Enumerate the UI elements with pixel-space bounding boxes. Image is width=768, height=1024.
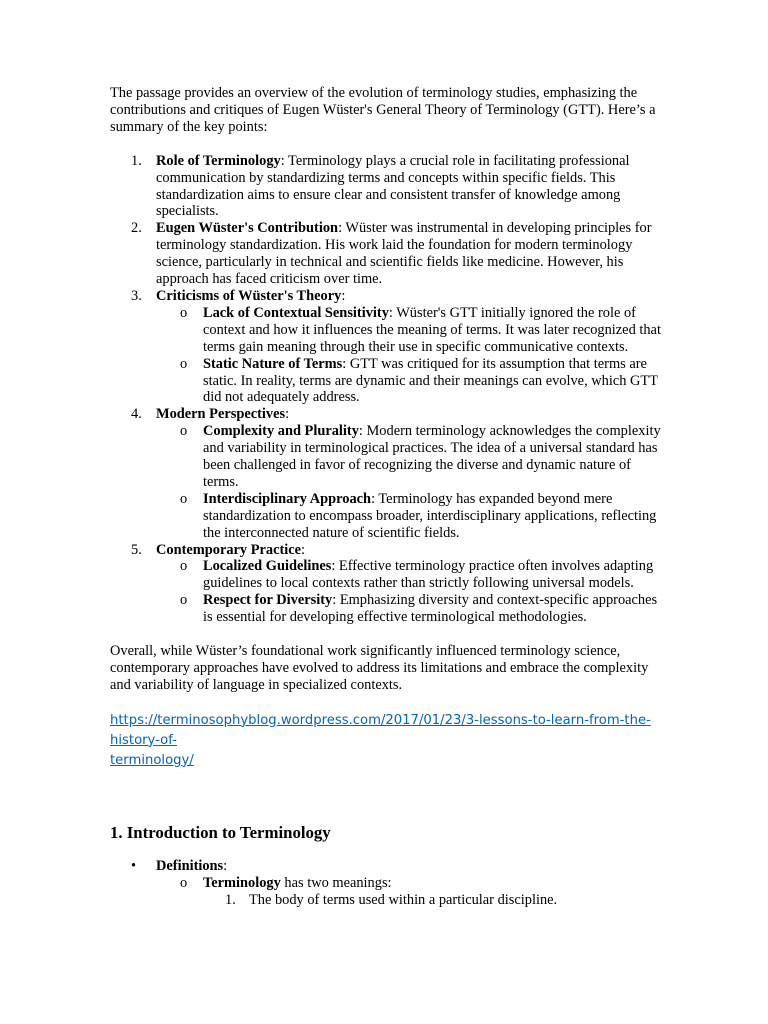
point-title: Contemporary Practice — [156, 541, 302, 558]
sub-list-item — [156, 491, 662, 542]
sub-point-text: : Effective terminology practice often involves adapting guidelines to local contexts rather than strictly following universal models. — [203, 558, 654, 592]
item-text: : — [223, 857, 228, 874]
point-title: Modern Perspectives — [156, 406, 286, 423]
point-text: : — [285, 406, 290, 423]
bullet-dot-icon: • — [131, 857, 137, 874]
sub-list — [156, 423, 662, 541]
key-points-list — [110, 153, 662, 626]
circle-bullet-icon: o — [180, 423, 188, 440]
circle-bullet-icon: o — [180, 355, 188, 372]
point-text: : — [301, 541, 306, 558]
document-page — [110, 85, 662, 909]
point-title: Eugen Wüster's Contribution — [156, 220, 339, 237]
circle-bullet-icon: o — [180, 558, 188, 575]
sub-list — [156, 875, 662, 909]
list-item — [110, 153, 662, 221]
definitions-list — [110, 858, 662, 909]
list-number: 5. — [131, 541, 142, 558]
point-title: Criticisms of Wüster's Theory — [156, 287, 342, 304]
sub-point-text: : Wüster's GTT initially ignored the role of context and how it influences the meaning of terms. It was later recognized that terms gain meaning through their use in specific communicative contexts. — [203, 304, 661, 355]
sub-list — [156, 558, 662, 626]
sub-item-title: Terminology — [203, 874, 281, 891]
point-text: : Wüster was instrumental in developing principles for terminology standardization. His work laid the foundation for modern terminology science, particularly in technical and scientific fields like medicine. However, his approach has faced criticism over time. — [156, 220, 652, 288]
list-number: 1. — [225, 891, 236, 908]
sub-list-item — [156, 356, 662, 407]
point-title: Role of Terminology — [156, 152, 281, 169]
link-line-1[interactable]: https://terminosophyblog.wordpress.com/2017/01/23/3-lessons-to-learn-from-the-history-of- — [110, 712, 651, 748]
sub-point-title: Static Nature of Terms — [203, 355, 343, 372]
sub-list-item — [156, 305, 662, 356]
source-link[interactable] — [110, 711, 662, 771]
sub-list-item — [156, 423, 662, 491]
sub-point-title: Respect for Diversity — [203, 592, 333, 609]
sub-point-title: Interdisciplinary Approach — [203, 490, 372, 507]
sub-list-item — [156, 875, 662, 909]
section-heading: 1. Introduction to Terminology — [110, 822, 331, 842]
circle-bullet-icon: o — [180, 592, 188, 609]
list-item — [110, 858, 662, 909]
sub-point-title: Lack of Contextual Sensitivity — [203, 304, 389, 321]
overall-paragraph: Overall, while Wüster’s foundational work significantly influenced terminology science, contemporary approaches have evolved to address its limitations and embrace the complexity and variability of language in specialized contexts. — [110, 643, 649, 693]
sub-list-item — [156, 592, 662, 626]
meaning-text: The body of terms used within a particular discipline. — [249, 891, 558, 908]
list-number: 1. — [131, 152, 142, 169]
list-item — [110, 220, 662, 288]
sub-point-text: : GTT was critiqued for its assumption that terms are static. In reality, terms are dynamic and their meanings can evolve, which GTT did not adequately address. — [203, 355, 658, 406]
meaning-item — [203, 892, 662, 909]
intro-paragraph: The passage provides an overview of the evolution of terminology studies, emphasizing the contributions and critiques of Eugen Wüster's General Theory of Terminology (GTT). Here’s a summary of the key points: — [110, 85, 656, 135]
sub-point-text: : Emphasizing diversity and context-specific approaches is essential for developing effective terminological methodologies. — [203, 592, 658, 626]
sub-list-item — [156, 558, 662, 592]
list-item — [110, 542, 662, 627]
meanings-list — [203, 892, 662, 909]
sub-point-text: : Modern terminology acknowledges the complexity and variability in terminological practices. The idea of a universal standard has been challenged in favor of recognizing the diverse and dynamic nature of terms. — [203, 423, 661, 490]
sub-point-text: : Terminology has expanded beyond mere standardization to encompass broader, interdisciplinary applications, reflecting the interconnected nature of scientific fields. — [203, 490, 657, 541]
sub-list — [156, 305, 662, 406]
list-item — [110, 406, 662, 541]
circle-bullet-icon: o — [180, 490, 188, 507]
link-line-2[interactable]: terminology/ — [110, 752, 194, 768]
sub-item-text: has two meanings: — [280, 874, 392, 891]
point-text: : — [341, 287, 346, 304]
sub-point-title: Localized Guidelines — [203, 558, 332, 575]
list-number: 2. — [131, 220, 142, 237]
circle-bullet-icon: o — [180, 874, 188, 891]
circle-bullet-icon: o — [180, 304, 188, 321]
list-number: 3. — [131, 287, 142, 304]
list-item — [110, 288, 662, 406]
list-number: 4. — [131, 406, 142, 423]
point-text: : Terminology plays a crucial role in facilitating professional communication by standardizing terms and concepts within specific fields. This standardization aims to ensure clear and consistent transfer of knowledge among specialists. — [156, 152, 630, 220]
item-title: Definitions — [156, 857, 224, 874]
sub-point-title: Complexity and Plurality — [203, 423, 359, 440]
